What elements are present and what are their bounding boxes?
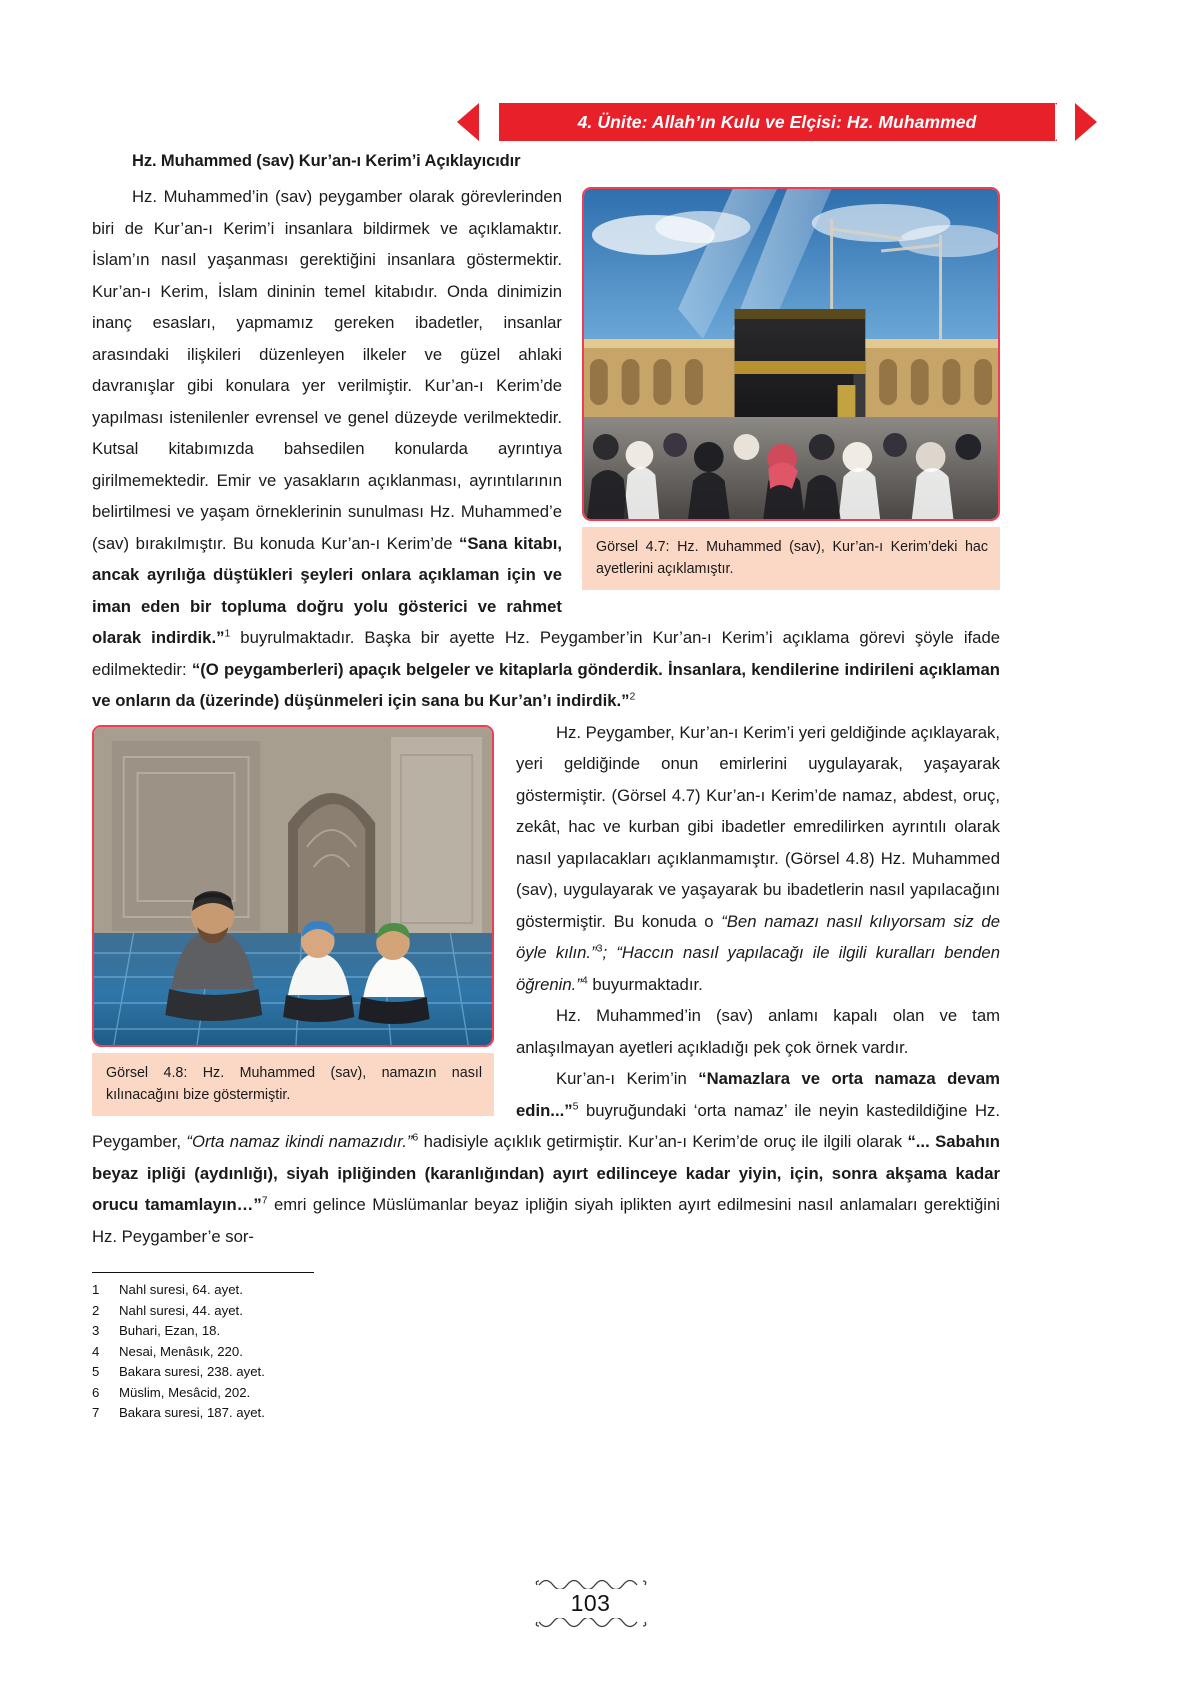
footnote-list (92, 1272, 512, 1424)
p4-quote-1: “Namazlara ve orta namaza devam edin...” (516, 1069, 1000, 1120)
footnote-number: 4 (92, 1343, 100, 1359)
unit-title: 4. Ünite: Allah’ın Kulu ve Elçisi: Hz. Muhammed (577, 112, 977, 132)
footnote-item (92, 1383, 512, 1404)
footnote-item (92, 1403, 512, 1424)
p4-footnote-ref-2: 6 (412, 1131, 419, 1144)
figure-image-frame (92, 725, 494, 1047)
footnote-rule (92, 1272, 314, 1273)
figure-gorsel-4-8 (92, 725, 494, 1116)
figure-image-frame (582, 187, 1000, 521)
footnote-number: 7 (92, 1405, 100, 1420)
p4-text-c: hadisiyle açıklık getirmiştir. Kur’an-ı Kerim’de oruç ile ilgili olarak (418, 1132, 908, 1151)
footnote-number: 3 (92, 1323, 100, 1338)
page-footer (0, 1576, 1181, 1631)
footnote-number: 6 (92, 1384, 100, 1400)
footnote-text: Müslim, Mesâcid, 202. (119, 1384, 251, 1400)
p1-quote-2: “(O peygamberleri) apaçık belgeler ve kitaplarla gönderdik. İnsanlara, kendilerine indirileni açıklaman ve onların da (üzerinde) düşünmeleri için sana bu Kur’an’ı indirdik.” (92, 659, 1000, 710)
page-number: 103 (570, 1590, 611, 1616)
footnote-item (92, 1280, 512, 1301)
ornament-bottom-icon (535, 1618, 647, 1631)
ornament-top-icon (535, 1576, 647, 1589)
footnote-text: Buhari, Ezan, 18. (119, 1323, 221, 1338)
p2-text-b: buyurmaktadır. (587, 974, 703, 994)
footnote-item (92, 1301, 512, 1322)
footnote-text: Nesai, Menâsık, 220. (119, 1343, 243, 1359)
p4-footnote-ref-3: 7 (261, 1194, 268, 1207)
figure-caption: Görsel 4.8: Hz. Muhammed (sav), namazın nasıl kılınacağını bize göstermiştir. (92, 1053, 494, 1116)
footnote-text: Nahl suresi, 44. ayet. (119, 1302, 243, 1318)
footnote-text: Bakara suresi, 238. ayet. (119, 1364, 265, 1379)
p4-text-a: Kur’an-ı Kerim’in (556, 1069, 699, 1088)
footnote-item (92, 1321, 512, 1342)
footnote-number: 2 (92, 1302, 100, 1318)
p1-footnote-ref-1: 1 (224, 627, 231, 640)
p2-separator: ; (602, 943, 617, 962)
unit-banner (457, 103, 1097, 141)
footnote-item (92, 1362, 512, 1383)
figure-gorsel-4-7 (582, 187, 1000, 590)
p4-text-d: emri gelince Müslümanlar beyaz ipliğin siyah iplikten ayırt edilmesini nasıl anlamaları gerektiğini Hz. Peygamber’e sor- (92, 1195, 1000, 1246)
p2-footnote-ref-1: 3 (596, 942, 603, 955)
footnote-text: Nahl suresi, 64. ayet. (119, 1282, 243, 1297)
footnote-number: 5 (92, 1364, 100, 1379)
p4-footnote-ref-1: 5 (572, 1099, 579, 1112)
mosque-prayer-illustration (94, 727, 492, 1045)
section-heading: Hz. Muhammed (sav) Kur’an-ı Kerim’i Açıklayıcıdır (132, 152, 521, 170)
p1-footnote-ref-2: 2 (629, 690, 636, 703)
p2-text-a: Hz. Peygamber, Kur’an-ı Kerim’i yeri geldiğinde açıklayarak, yeri geldiğinde onun emirlerini uygulayarak, yaşayarak göstermiştir. (Görsel 4.7) Kur’an-ı Kerim’de namaz, abdest, oruç, zekât, hac ve kurban gibi ibadetler emredilirken ayrıntılı olarak nasıl yapılacakları açıklanmamıştır. (Görsel 4.8) Hz. Muhammed (sav), uygulayarak ve yaşayarak bu ibadetlerin nasıl yapılacağını göstermiştir. Bu konuda o (516, 722, 1000, 931)
kaaba-illustration (584, 189, 998, 519)
p1-quote-1: “Sana kitabı, ancak ayrılığa düştükleri şeyleri onlara açıklaman için ve iman eden bir topluma doğru yolu gösterici ve rahmet olarak indirdik.” (92, 533, 563, 647)
p4-quote-2: “Orta namaz ikindi namazıdır.” (186, 1132, 413, 1151)
figure-caption: Görsel 4.7: Hz. Muhammed (sav), Kur’an-ı Kerim’deki hac ayetlerini açıklamıştır. (582, 527, 1000, 590)
p2-footnote-ref-2: 4 (581, 973, 588, 986)
footnote-item (92, 1342, 512, 1363)
footnote-text: Bakara suresi, 187. ayet. (119, 1405, 265, 1420)
p1-text-b: buyrulmaktadır. Başka bir ayette Hz. Peygamber’in Kur’an-ı Kerim’i açıklama görevi şöyle ifade edilmektedir: (92, 628, 1001, 679)
p4-text-b: buyruğundaki ‘orta namaz’ ile neyin kastedildiğine Hz. Peygamber, (92, 1100, 1000, 1151)
p2-quote-2: “Haccın nasıl yapılacağı ile ilgili kuralları benden öğrenin.” (516, 943, 1000, 994)
footnote-number: 1 (92, 1282, 100, 1297)
p1-text-a: Hz. Muhammed’in (sav) peygamber olarak görevlerinden biri de Kur’an-ı Kerim’i insanlara bildirmek ve açıklamaktır. İslam’ın nasıl yaşanması gerektiğini insanlara göstermektir. Kur’an-ı Kerim, İslam dininin temel kitabıdır. Onda dinimizin inanç esasları, yapmamız gereken ibadetler, insanlar arasındaki ilişkileri düzenleyen ilkeler ve güzel ahlaki davranışlar gibi konulara yer verilmiştir. Kur’an-ı Kerim’de yapılması istenilenler evrensel ve genel düzeyde verilmektedir. Kutsal kitabımızda bahsedilen konularda ayrıntıya girilmemektedir. Emir ve yasakların açıklanması, ayrıntılarının belirtilmesi ve yaşam örneklerinin sunulması Hz. Muhammed’e (sav) bırakılmıştır. Bu konuda Kur’an-ı Kerim’de (92, 187, 562, 553)
p2-quote-1: “Ben namazı nasıl kılıyorsam siz de öyle kılın.” (516, 911, 1000, 962)
paragraph-3: Hz. Muhammed’in (sav) anlamı kapalı olan ve tam anlaşılmayan ayetleri açıkladığı pek çok örnek vardır. (516, 1006, 1000, 1057)
page-content (92, 152, 1000, 1252)
p4-quote-3: “... Sabahın beyaz ipliği (aydınlığı), siyah ipliğinden (karanlığından) ayırt edilinceye kadar yiyin, için, sonra akşama kadar orucu tamamlayın…” (92, 1132, 1000, 1214)
